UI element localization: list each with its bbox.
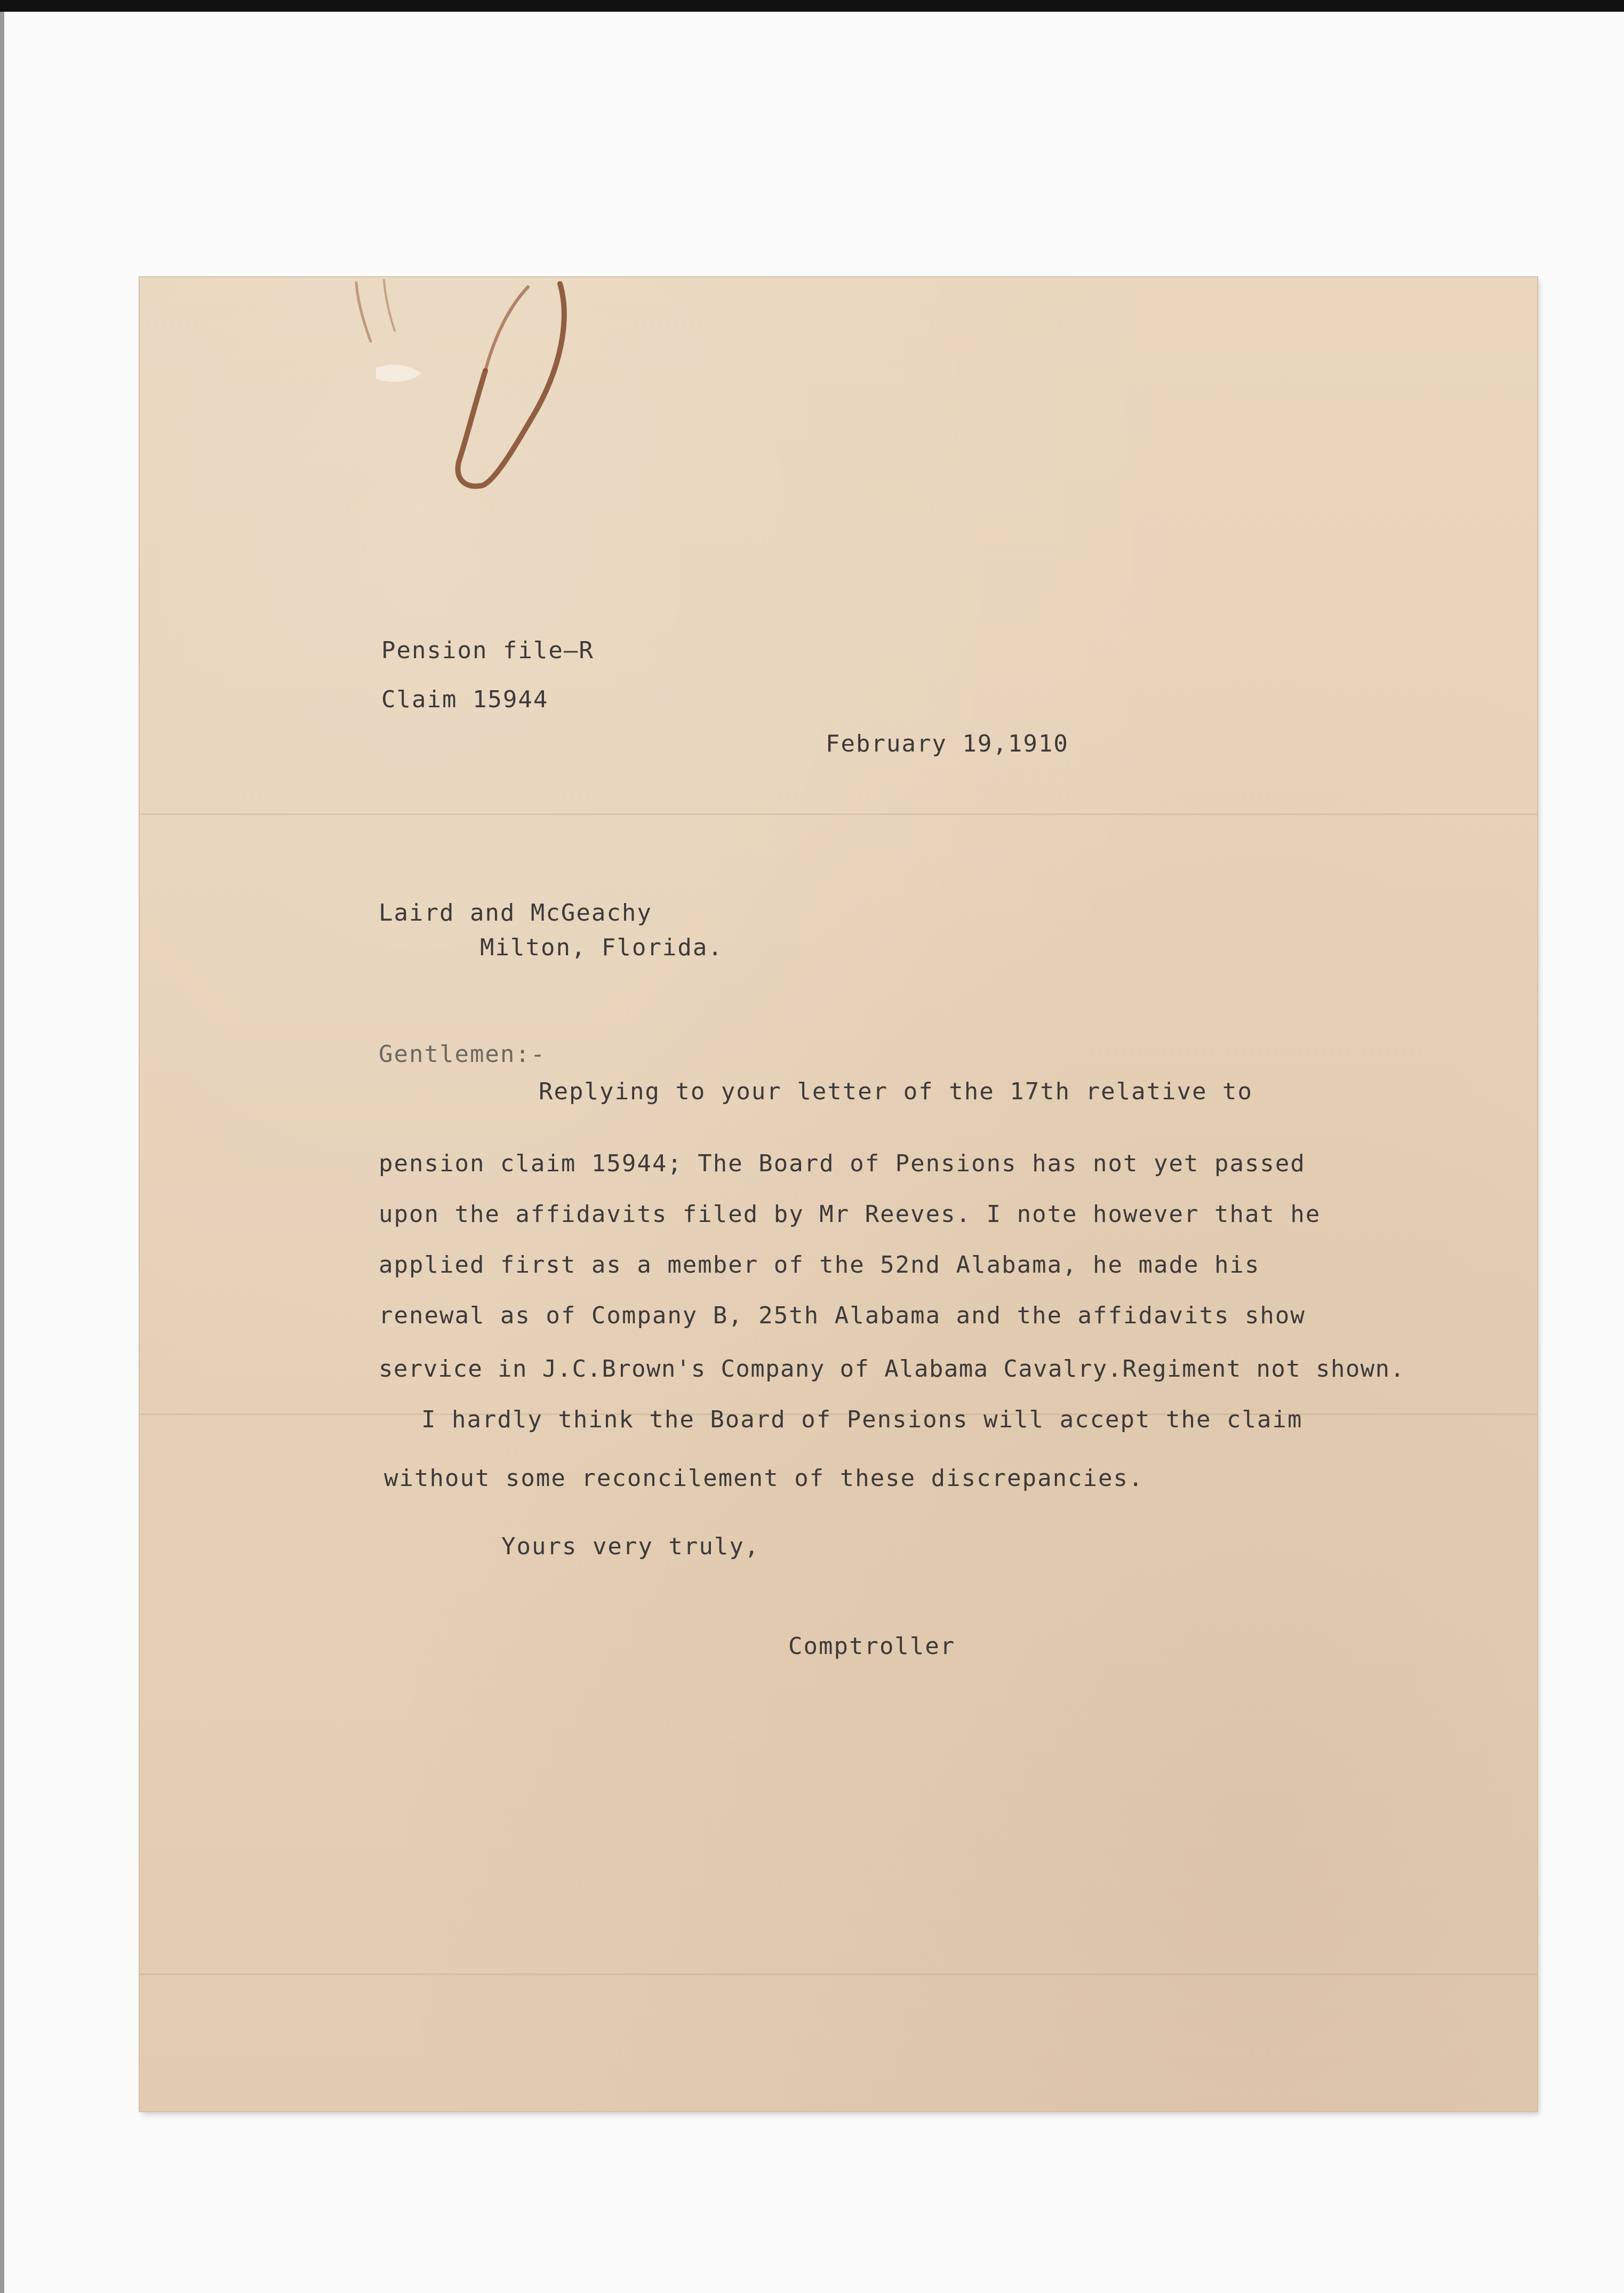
body-line: renewal as of Company B, 25th Alabama and the affidavits show xyxy=(379,1302,1306,1329)
body-line: pension claim 15944; The Board of Pensions has not yet passed xyxy=(379,1150,1306,1177)
body-line: applied first as a member of the 52nd Alabama, he made his xyxy=(379,1251,1260,1279)
body-line: upon the affidavits filed by Mr Reeves. I note however that he xyxy=(379,1201,1321,1228)
body-line: without some reconcilement of these discrepancies. xyxy=(384,1465,1144,1492)
rust-stain-mark xyxy=(187,277,613,501)
paper-fold-line xyxy=(140,813,1537,815)
recipient-name: Laird and McGeachy xyxy=(379,899,652,926)
claim-number: Claim 15944 xyxy=(381,686,549,713)
body-line: service in J.C.Brown's Company of Alabama Cavalry.Regiment not shown. xyxy=(379,1355,1405,1383)
body-line: I hardly think the Board of Pensions will accept the claim xyxy=(421,1406,1303,1433)
letter-date: February 19,1910 xyxy=(826,730,1069,757)
salutation: Gentlemen:- xyxy=(379,1041,546,1068)
scan-top-border xyxy=(0,0,1624,12)
pension-file-reference: Pension file—R xyxy=(381,637,594,664)
signature-title: Comptroller xyxy=(788,1633,956,1660)
body-line: Replying to your letter of the 17th relative to xyxy=(539,1078,1253,1105)
recipient-address: Milton, Florida. xyxy=(480,934,723,961)
letter-paper xyxy=(140,277,1537,2111)
paper-fold-line xyxy=(140,1974,1537,1975)
scan-left-edge xyxy=(0,12,4,2293)
closing: Yours very truly, xyxy=(501,1533,760,1560)
